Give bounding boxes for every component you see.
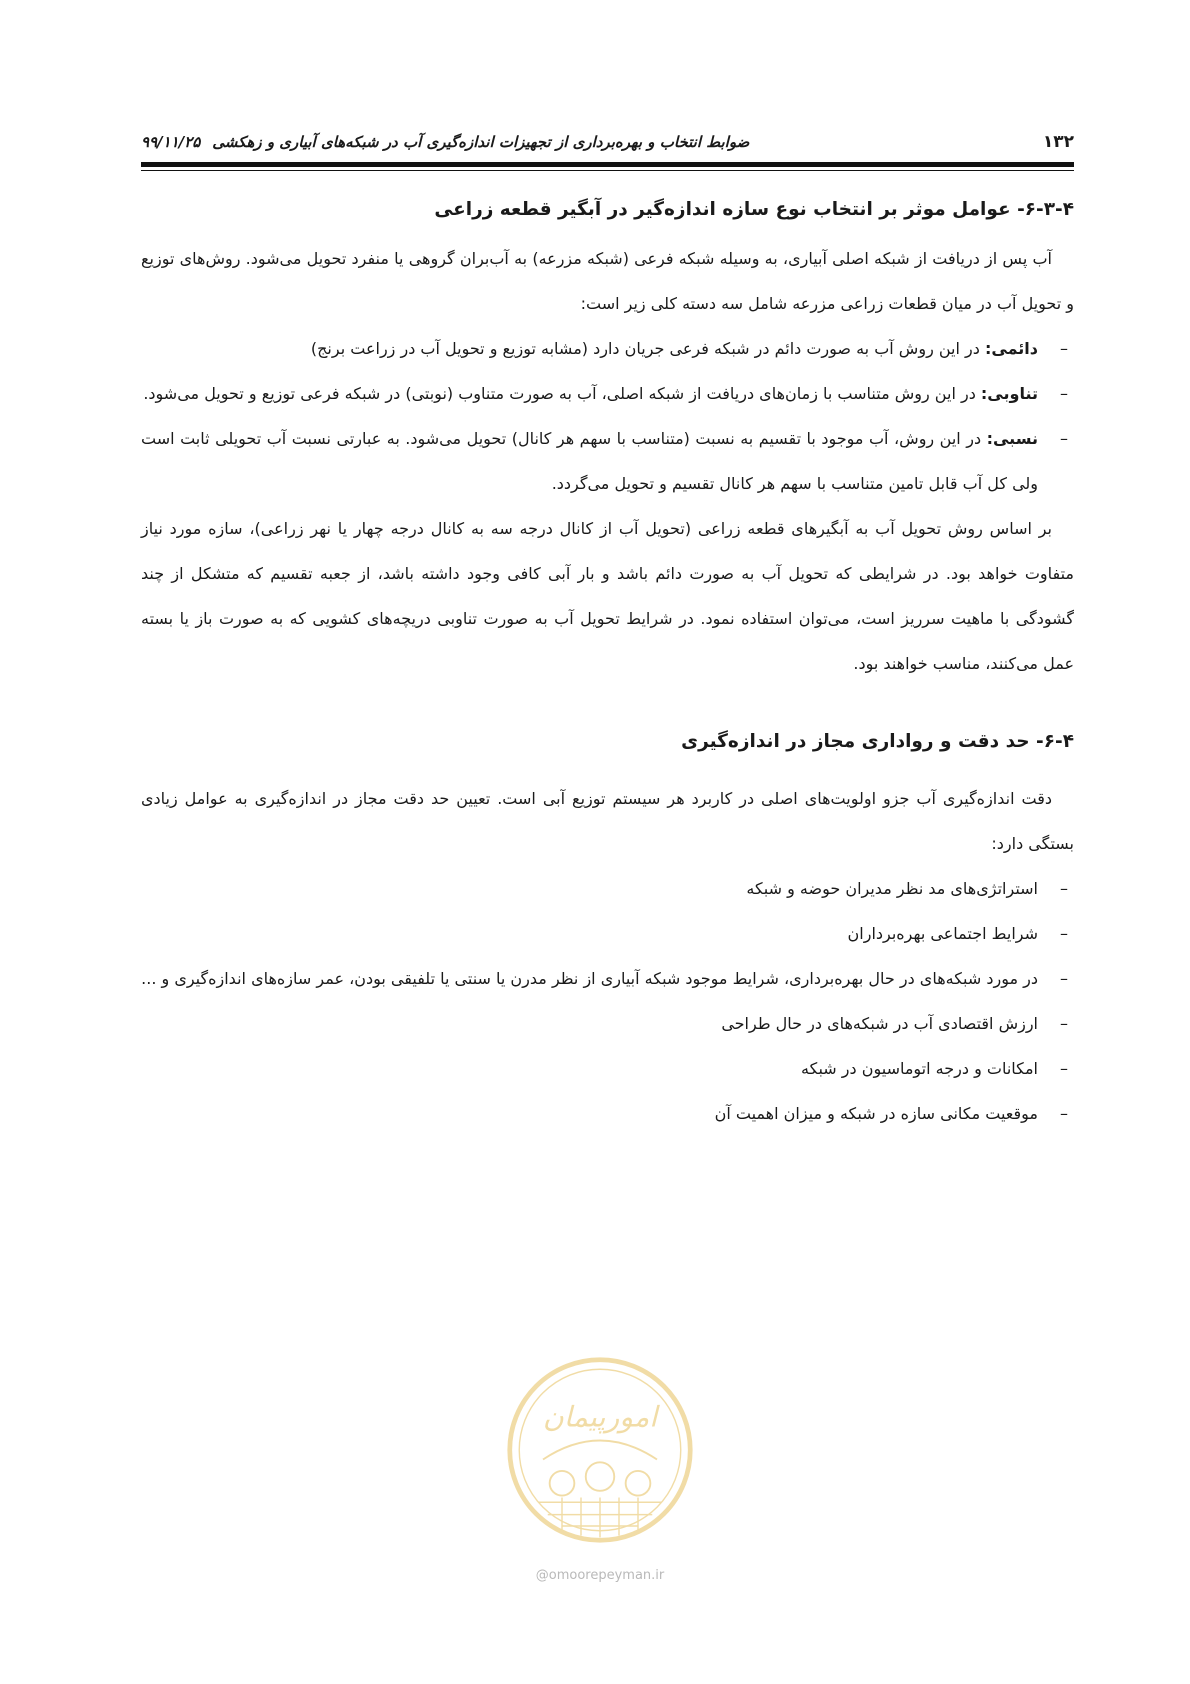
- accuracy-factors-list: [141, 866, 1074, 1136]
- term-label: دائمی:: [984, 339, 1038, 358]
- list-item-proportional: [141, 416, 1068, 506]
- factor-text: در مورد شبکه‌های در حال بهره‌برداری، شرایط موجود شبکه آبیاری از نظر مدرن یا سنتی یا تلفیقی بودن، عمر سازه‌های اندازه‌گیری و ...: [141, 969, 1038, 988]
- dash-bullet-icon: –: [1060, 1104, 1068, 1123]
- list-item-permanent: [141, 326, 1068, 371]
- term-description: در این روش متناسب با زمان‌های دریافت از شبکه اصلی، آب به صورت متناوب (نوبتی) در شبکه فرعی توزیع و تحویل می‌شود.: [143, 384, 981, 403]
- factor-text: شرایط اجتماعی بهره‌برداران: [847, 924, 1038, 943]
- dash-bullet-icon: –: [1060, 1059, 1068, 1078]
- section-heading-6-4: ۶-۴- حد دقت و رواداری مجاز در اندازه‌گیری: [681, 731, 1074, 752]
- dash-bullet-icon: –: [1060, 969, 1068, 988]
- factor-text: موقعیت مکانی سازه در شبکه و میزان اهمیت آن: [714, 1104, 1038, 1123]
- factor-text: امکانات و درجه اتوماسیون در شبکه: [801, 1059, 1038, 1078]
- dash-bullet-icon: –: [1060, 924, 1068, 943]
- list-item: [141, 956, 1068, 1001]
- list-item: [141, 911, 1068, 956]
- header-rule-thick: [141, 162, 1074, 167]
- factor-text: استراتژی‌های مد نظر مدیران حوضه و شبکه: [746, 879, 1038, 898]
- page-header: [141, 128, 1074, 156]
- dash-bullet-icon: –: [1060, 879, 1068, 898]
- paragraph-accuracy-intro: دقت اندازه‌گیری آب جزو اولویت‌های اصلی در کاربرد هر سیستم توزیع آبی است. تعیین حد دقت مجاز در اندازه‌گیری به عوامل زیادی بستگی دارد:: [141, 789, 1074, 853]
- list-item: [141, 1001, 1068, 1046]
- dash-bullet-icon: –: [1060, 384, 1068, 403]
- term-label: نسبی:: [986, 429, 1038, 448]
- header-date: ۹۹/۱۱/۲۵: [141, 133, 201, 151]
- header-rule-thin: [141, 170, 1074, 171]
- term-label: تناوبی:: [980, 384, 1038, 403]
- website-url: @omoorepeyman.ir: [535, 1568, 665, 1583]
- page-content: [141, 190, 1074, 1136]
- delivery-methods-list: [141, 326, 1074, 506]
- term-description: در این روش، آب موجود با تقسیم به نسبت (متناسب با سهم هر کانال) تحویل می‌شود. به عبارتی نسبت آب تحویلی ثابت است ولی کل آب قابل تامین متناسب با سهم هر کانال تقسیم و تحویل می‌گردد.: [141, 429, 1038, 493]
- list-item: [141, 866, 1068, 911]
- dash-bullet-icon: –: [1060, 339, 1068, 358]
- list-item-rotational: [141, 371, 1068, 416]
- dash-bullet-icon: –: [1060, 1014, 1068, 1033]
- seal-lettering: امورپیمان: [542, 1400, 658, 1434]
- dash-bullet-icon: –: [1060, 429, 1068, 448]
- term-description: در این روش آب به صورت دائم در شبکه فرعی جریان دارد (مشابه توزیع و تحویل آب در زراعت برنج): [310, 339, 985, 358]
- running-title: [141, 133, 749, 151]
- factor-text: ارزش اقتصادی آب در شبکه‌های در حال طراحی: [721, 1014, 1038, 1033]
- header-title: ضوابط انتخاب و بهره‌برداری از تجهیزات اندازه‌گیری آب در شبکه‌های آبیاری و زهکشی: [212, 133, 750, 151]
- list-item: [141, 1091, 1068, 1136]
- page-number: ۱۳۲: [1042, 132, 1074, 152]
- paragraph-closing: بر اساس روش تحویل آب به آبگیرهای قطعه زراعی (تحویل آب از کانال درجه سه به کانال درجه چهار یا نهر زراعی)، سازه مورد نیاز متفاوت خواهد بود. در شرایطی که تحویل آب به صورت دائم باشد و بار آبی کافی وجود داشته باشد، از جعبه تقسیم که متشکل از چند گشودگی با ماهیت سرریز است، می‌توان استفاده نمود. در شرایط تحویل آب به صورت تناوبی دریچه‌های کشویی که به صورت باز یا بسته عمل می‌کنند، مناسب خواهند بود.: [141, 519, 1074, 673]
- paragraph-intro: آب پس از دریافت از شبکه اصلی آبیاری، به وسیله شبکه فرعی (شبکه مزرعه) به آب‌بران گروهی یا منفرد تحویل می‌شود. روش‌های توزیع و تحویل آب در میان قطعات زراعی مزرعه شامل سه دسته کلی زیر است:: [141, 249, 1074, 313]
- watermark-seal-icon: [505, 1355, 695, 1545]
- list-item: [141, 1046, 1068, 1091]
- section-heading-6-3-4: ۶-۳-۴- عوامل موثر بر انتخاب نوع سازه اندازه‌گیر در آبگیر قطعه زراعی: [434, 199, 1074, 220]
